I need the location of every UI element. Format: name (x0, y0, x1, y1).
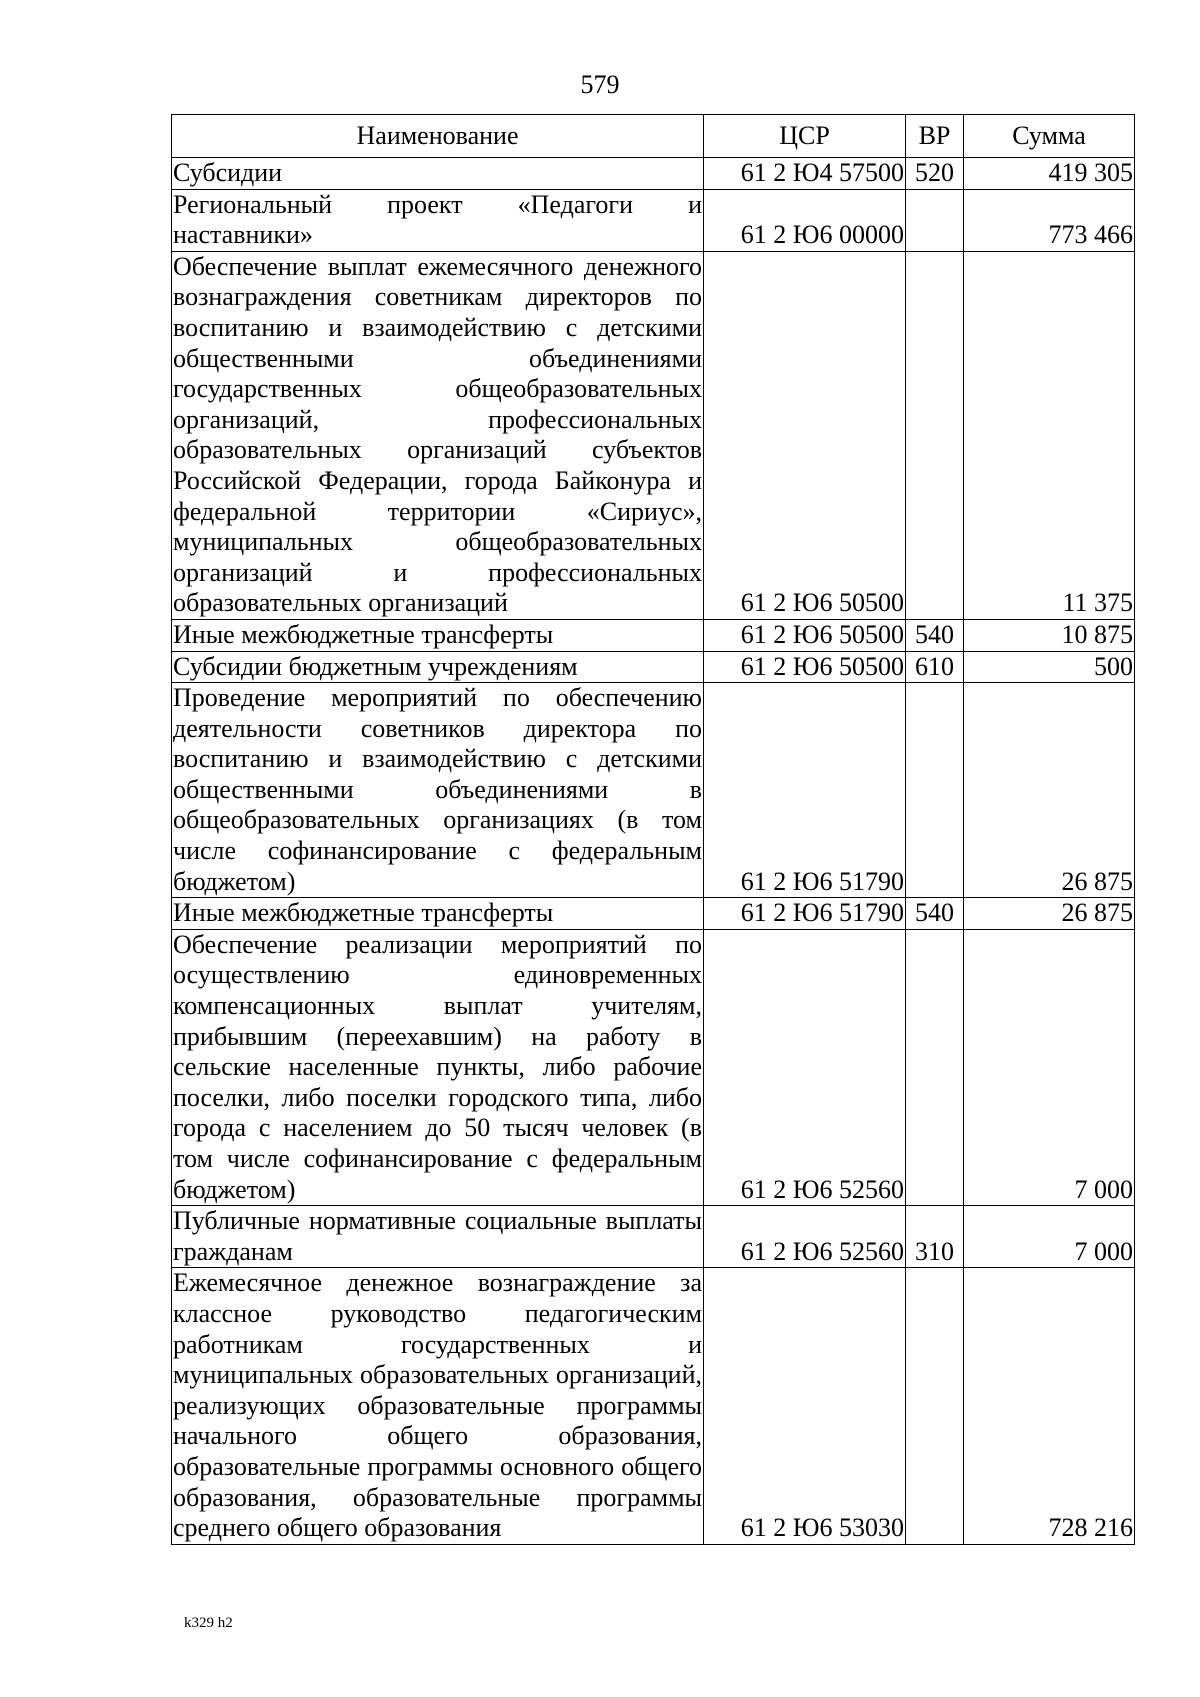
row-sum: 500 (964, 651, 1135, 683)
row-csr: 61 2 Ю6 51790 (704, 683, 906, 898)
header-name: Наименование (172, 115, 704, 158)
row-sum: 7 000 (964, 929, 1135, 1205)
row-vr: 540 (906, 619, 964, 651)
row-csr: 61 2 Ю6 50500 (704, 251, 906, 619)
row-sum: 10 875 (964, 619, 1135, 651)
row-sum: 419 305 (964, 158, 1135, 190)
header-sum: Сумма (964, 115, 1135, 158)
table-row (172, 1206, 1135, 1268)
row-csr: 61 2 Ю6 51790 (704, 898, 906, 930)
row-sum: 11 375 (964, 251, 1135, 619)
table-row (172, 619, 1135, 651)
row-vr (906, 189, 964, 251)
row-name: Иные межбюджетные трансферты (172, 619, 704, 651)
row-name: Проведение мероприятий по обеспечению деятельности советников директора по воспитанию и взаимодействию с детскими общественными объединениями в общеобразовательных организациях (в том числе софинансирование с федеральным бюджетом) (172, 683, 704, 898)
row-vr: 310 (906, 1206, 964, 1268)
table-row (172, 651, 1135, 683)
row-name: Публичные нормативные социальные выплаты гражданам (172, 1206, 704, 1268)
table-row (172, 683, 1135, 898)
row-csr: 61 2 Ю4 57500 (704, 158, 906, 190)
table-header-row (172, 115, 1135, 158)
row-name: Обеспечение выплат ежемесячного денежного вознаграждения советникам директоров по воспитанию и взаимодействию с детскими общественными объединениями государственных общеобразовательных организаций, профессиональных образовательных организаций субъектов Российской Федерации, города Байконура и федеральной территории «Сириус», муниципальных общеобразовательных организаций и профессиональных образовательных организаций (172, 251, 704, 619)
row-vr: 540 (906, 898, 964, 930)
row-csr: 61 2 Ю6 50500 (704, 619, 906, 651)
row-name: Региональный проект «Педагоги и наставники» (172, 189, 704, 251)
row-csr: 61 2 Ю6 00000 (704, 189, 906, 251)
row-vr (906, 1268, 964, 1544)
row-sum: 26 875 (964, 898, 1135, 930)
table-row (172, 189, 1135, 251)
table-row (172, 1268, 1135, 1544)
row-sum: 773 466 (964, 189, 1135, 251)
row-name: Субсидии (172, 158, 704, 190)
table-row (172, 158, 1135, 190)
row-vr (906, 251, 964, 619)
row-csr: 61 2 Ю6 52560 (704, 1206, 906, 1268)
header-vr: ВР (906, 115, 964, 158)
row-csr: 61 2 Ю6 52560 (704, 929, 906, 1205)
row-name: Обеспечение реализации мероприятий по осуществлению единовременных компенсационных выплат учителям, прибывшим (переехавшим) на работу в сельские населенные пункты, либо рабочие поселки, либо поселки городского типа, либо города с населением до 50 тысяч человек (в том числе софинансирование с федеральным бюджетом) (172, 929, 704, 1205)
header-csr: ЦСР (704, 115, 906, 158)
row-vr (906, 929, 964, 1205)
row-sum: 26 875 (964, 683, 1135, 898)
table-row (172, 929, 1135, 1205)
table-row (172, 251, 1135, 619)
row-csr: 61 2 Ю6 53030 (704, 1268, 906, 1544)
row-csr: 61 2 Ю6 50500 (704, 651, 906, 683)
row-sum: 7 000 (964, 1206, 1135, 1268)
footer-document-code: k329 h2 (184, 1615, 233, 1631)
row-name: Иные межбюджетные трансферты (172, 898, 704, 930)
row-vr (906, 683, 964, 898)
row-vr: 610 (906, 651, 964, 683)
row-name: Ежемесячное денежное вознаграждение за классное руководство педагогическим работникам государственных и муниципальных образовательных организаций, реализующих образовательные программы начального общего образования, образовательные программы основного общего образования, образовательные программы среднего общего образования (172, 1268, 704, 1544)
row-name: Субсидии бюджетным учреждениям (172, 651, 704, 683)
page-number: 579 (580, 70, 620, 99)
table-row (172, 898, 1135, 930)
budget-table (171, 114, 1135, 1545)
row-sum: 728 216 (964, 1268, 1135, 1544)
row-vr: 520 (906, 158, 964, 190)
